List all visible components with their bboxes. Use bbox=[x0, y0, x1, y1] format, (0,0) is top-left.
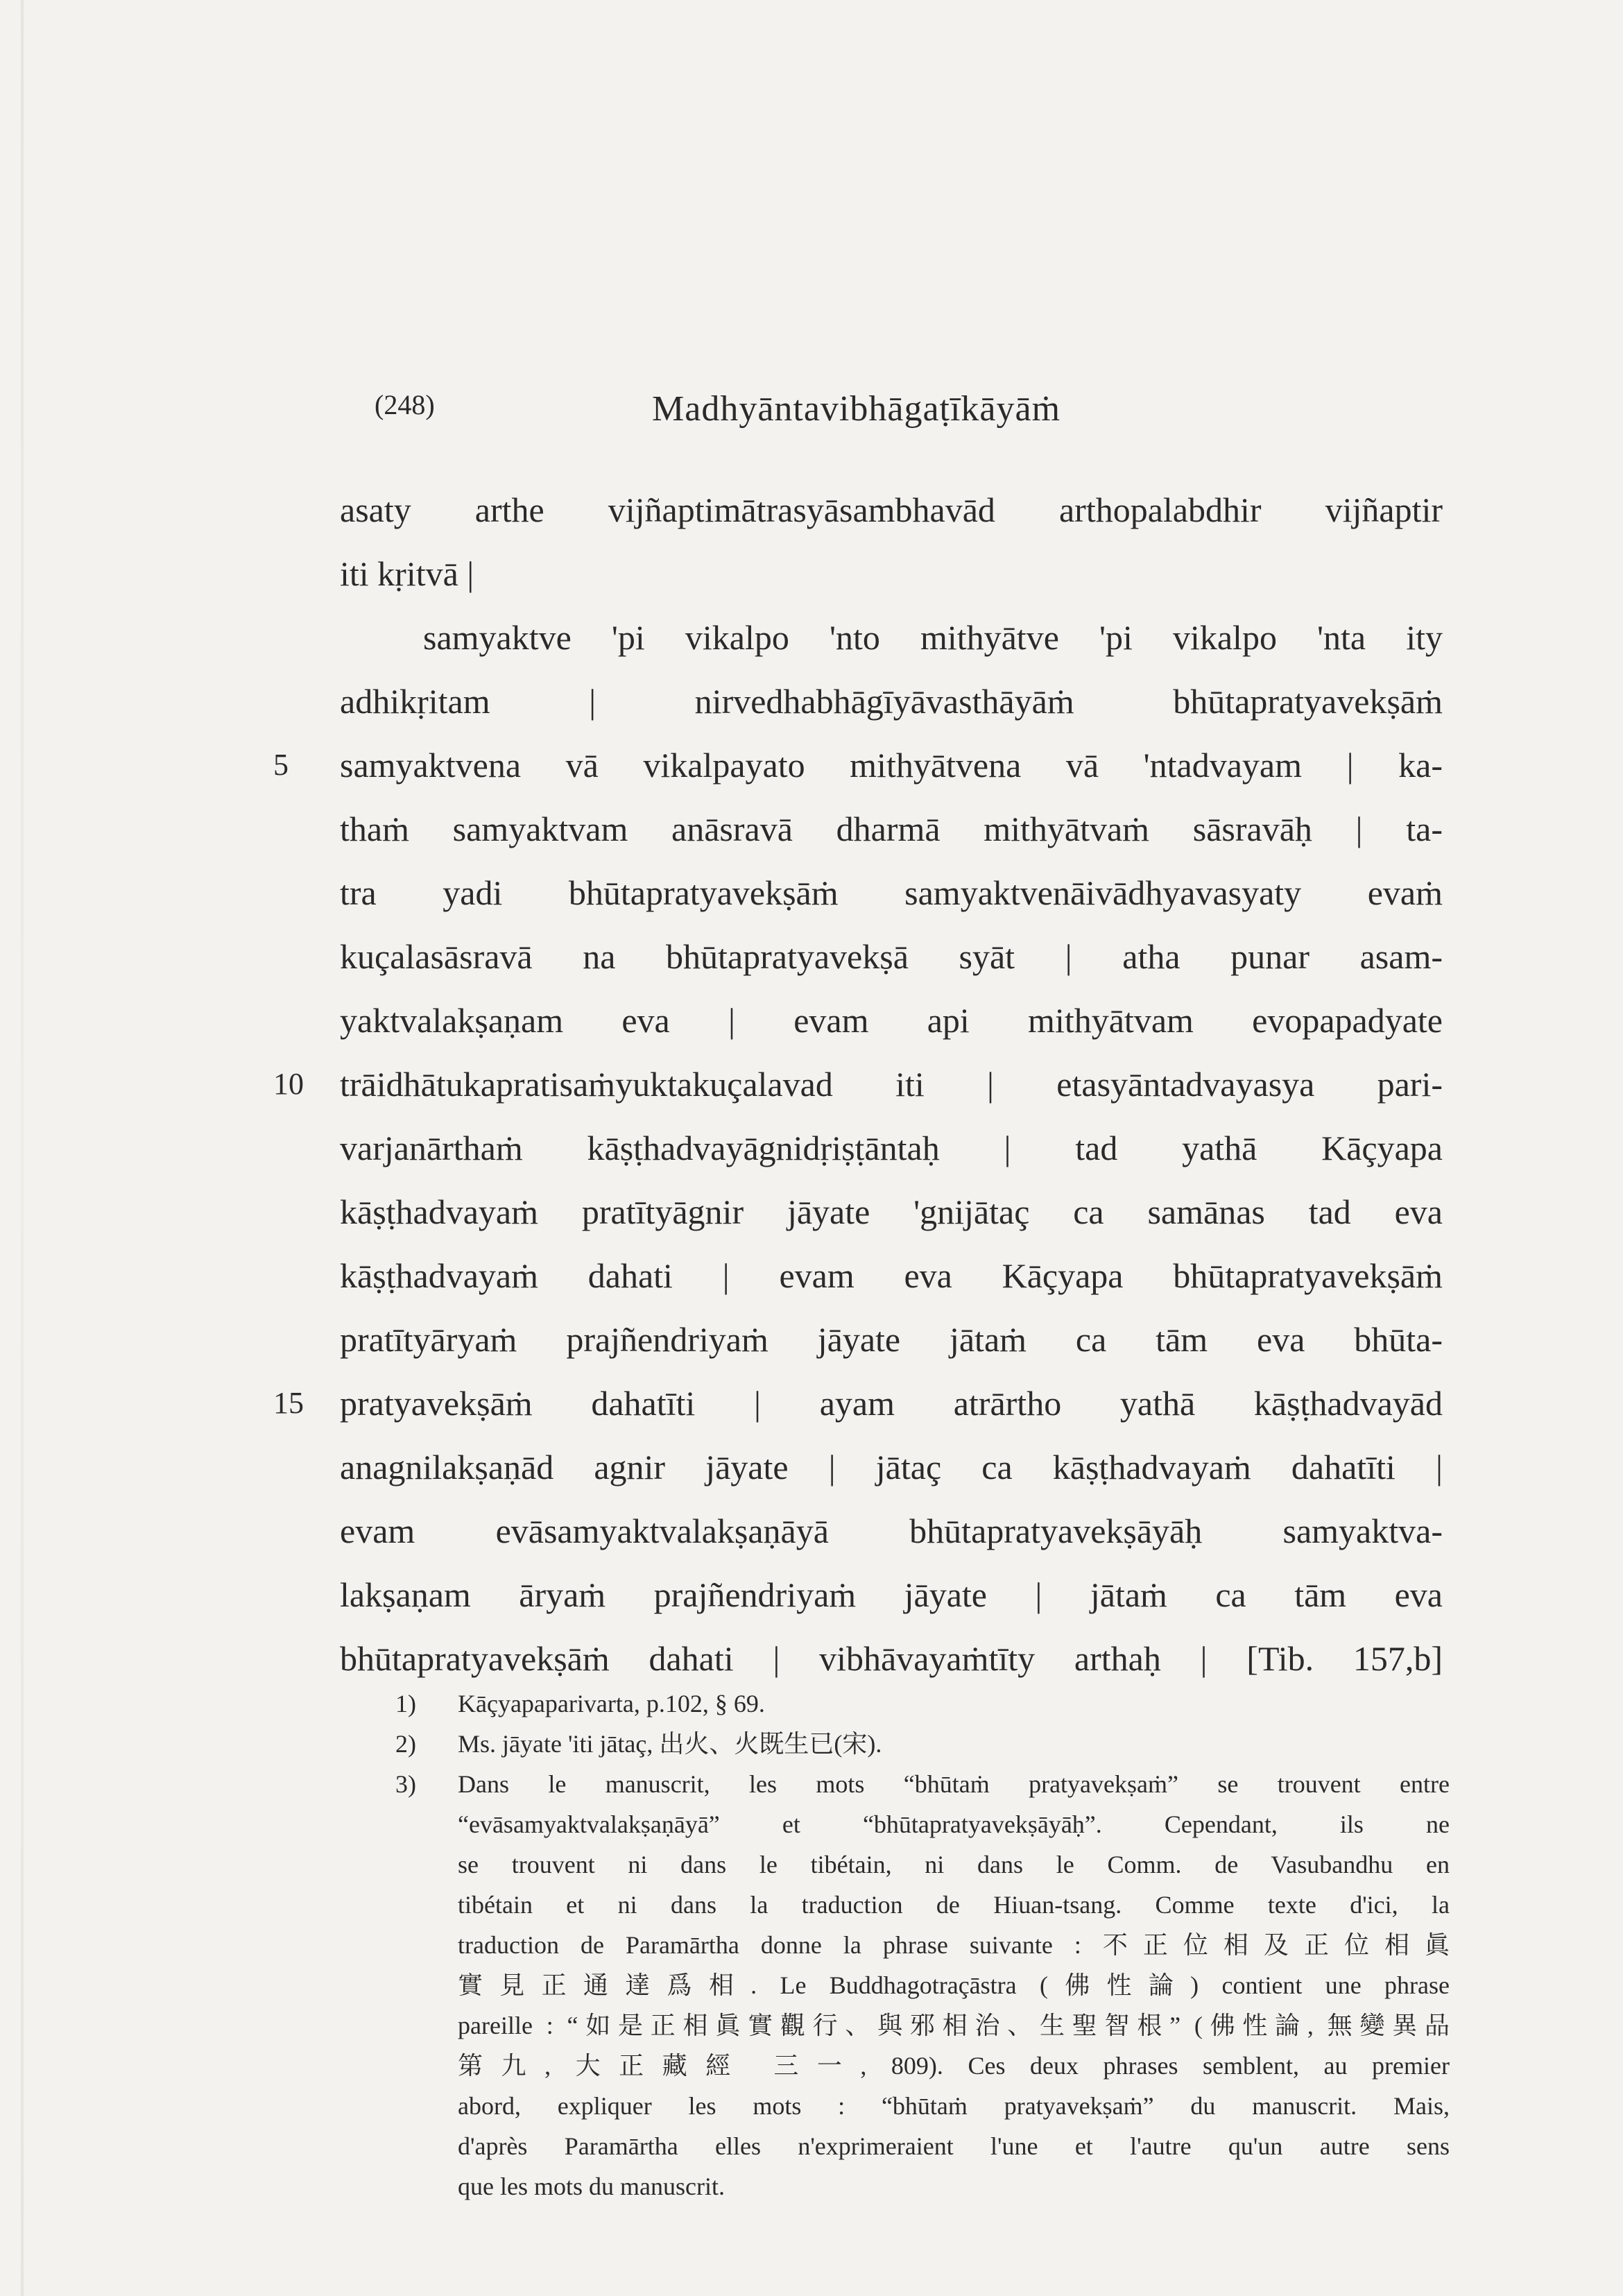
line-number: 10 bbox=[273, 1067, 304, 1101]
text-line: 15 pratyavekṣāṁ dahatīti | ayam atrārtho yathā kāṣṭhadvayād bbox=[340, 1379, 1443, 1428]
page-header bbox=[375, 388, 1484, 444]
text-line: samyaktve 'pi vikalpo 'nto mithyātve 'pi vikalpo 'nta ity bbox=[423, 618, 1443, 657]
text-line: varjanārthaṁ kāṣṭhadvayāgnidṛiṣṭāntaḥ | tad yathā Kāçyapa bbox=[340, 1129, 1443, 1167]
text-line: kāṣṭhadvayaṁ dahati | evam eva Kāçyapa bhūtapratyavekṣāṁ bbox=[340, 1256, 1443, 1295]
text-line: adhikṛitam | nirvedhabhāgīyāvasthāyāṁ bhūtapratyavekṣāṁ bbox=[340, 682, 1443, 721]
text-line: asaty arthe vijñaptimātrasyāsambhavād arthopalabdhir vijñaptir bbox=[340, 490, 1443, 529]
line-number: 15 bbox=[273, 1386, 304, 1420]
text-line: evam evāsamyaktvalakṣaṇāyā bhūtapratyavekṣāyāḥ samyaktva- bbox=[340, 1511, 1443, 1550]
footnote-marker: 2) bbox=[395, 1730, 416, 1758]
text-line: thaṁ samyaktvam anāsravā dharmā mithyātvaṁ sāsravāḥ | ta- bbox=[340, 809, 1443, 848]
text-line: pratītyāryaṁ prajñendriyaṁ jāyate jātaṁ ca tām eva bhūta- bbox=[340, 1320, 1443, 1359]
footnote-marker: 1) bbox=[395, 1690, 416, 1717]
text-line: iti kṛitvā | bbox=[340, 554, 474, 593]
text-line: 5 samyaktvena vā vikalpayato mithyātvena vā 'ntadvayam | ka- bbox=[340, 741, 1443, 789]
line-number: 5 bbox=[273, 748, 289, 782]
text-line: 10 trāidhātukapratisaṁyuktakuçalavad iti | etasyāntadvayasya pari- bbox=[340, 1060, 1443, 1108]
text-line: anagnilakṣaṇād agnir jāyate | jātaç ca kāṣṭhadvayaṁ dahatīti | bbox=[340, 1448, 1443, 1487]
text-line: kuçalasāsravā na bhūtapratyavekṣā syāt | atha punar asam- bbox=[340, 937, 1443, 976]
text-line: bhūtapratyavekṣāṁ dahati | vibhāvayaṁtīty arthaḥ | [Tib. 157,b] bbox=[340, 1639, 1443, 1678]
running-title: Madhyāntavibhāgaṭīkāyāṁ bbox=[652, 389, 1061, 429]
text-line: lakṣaṇam āryaṁ prajñendriyaṁ jāyate | jātaṁ ca tām eva bbox=[340, 1575, 1443, 1614]
page-number: (248) bbox=[375, 389, 435, 420]
text-line: yaktvalakṣaṇam eva | evam api mithyātvam evopapadyate bbox=[340, 1001, 1443, 1040]
footnote-marker: 3) bbox=[395, 1770, 416, 1798]
scan-edge bbox=[21, 0, 24, 2296]
text-line: kāṣṭhadvayaṁ pratītyāgnir jāyate 'gnijātaç ca samānas tad eva bbox=[340, 1192, 1443, 1231]
text-line: tra yadi bhūtapratyavekṣāṁ samyaktvenāivādhyavasyaty evaṁ bbox=[340, 873, 1443, 912]
page: (248) Madhyāntavibhāgaṭīkāyāṁ asaty arthe vijñaptimātrasyāsambhavād arthopalabdhir vijñaptir iti kṛitvā | samyaktve 'pi vikalpo 'nto mithyātve 'pi vikalpo 'nta ity adhikṛitam | nirvedhabhāgīyāvasthāyāṁ bhūtapratyavekṣāṁ 5 samyaktvena vā vikalpayato mithyātvena vā 'ntadvayam | ka- thaṁ samyaktvam anāsravā dharmā mithyātvaṁ sāsravāḥ | ta- tra yadi bhūtapratyavekṣāṁ samyaktvenāivādhyavasyaty evaṁ kuçalasāsravā na bhūtapratyavekṣā syāt | atha punar asam- yaktvalakṣaṇam eva | evam api mithyātvam evopapadyate 10 trāidhātukapratisaṁyuktakuçalavad iti | etasyāntadvayasya pari- varjanārthaṁ kāṣṭhadvayāgnidṛiṣṭāntaḥ | tad yathā Kāçyapa kāṣṭhadvayaṁ pratītyāgnir jāyate 'gnijātaç ca samānas tad eva kāṣṭhadvayaṁ dahati | evam eva Kāçyapa bhūtapratyavekṣāṁ pratītyāryaṁ prajñendriyaṁ jāyate jātaṁ ca tām eva bhūta- 15 pratyavekṣāṁ dahatīti | ayam atrārtho yathā kāṣṭhadvayād anagnilakṣaṇād agnir jāyate | jātaç ca kāṣṭhadvayaṁ dahatīti | evam evāsamyaktvalakṣaṇāyā bhūtapratyavekṣāyāḥ samyaktva- lakṣaṇam āryaṁ prajñendriyaṁ jāyate | jātaṁ ca tām eva bhūtapratyavekṣāṁ dahati | vibhāvayaṁtīty arthaḥ | [Tib. 157,b] 1) Kāçyapaparivarta, p.102, § 69. 2) Ms. jāyate 'iti jātaç, 出火、火既生已(宋). 3) Dans le manuscrit, les mots “bhūtaṁ pratyavekṣaṁ” se trouvent entre “evāsamyaktvalakṣaṇāyā” et “bhūtapratyavekṣāyāḥ”. Cependant, ils ne se trouvent ni dans le tibétain, ni dans le Comm. de Vasubandhu en tibétain et ni dans la traduction de Hiuan-tsang. Comme texte d'ici, la traduction de Paramārtha donne la phrase suivante : 不正位相及正位相眞 實見正通達爲相. Le Buddhagotraçāstra (佛性論) contient une phrase pareille : “如是正相眞實觀行、與邪相治、生聖智根” (佛性論, 無變異品 第九, 大正藏經 三一, 809). Ces deux phrases semblent, au premier abord, expliquer les mots : “bhūtaṁ pratyavekṣaṁ” du manuscrit. Mais, d'après Paramārtha elles n'exprimeraient l'une et l'autre qu'un autre sens que les mots du manuscrit. bbox=[0, 0, 1623, 2296]
